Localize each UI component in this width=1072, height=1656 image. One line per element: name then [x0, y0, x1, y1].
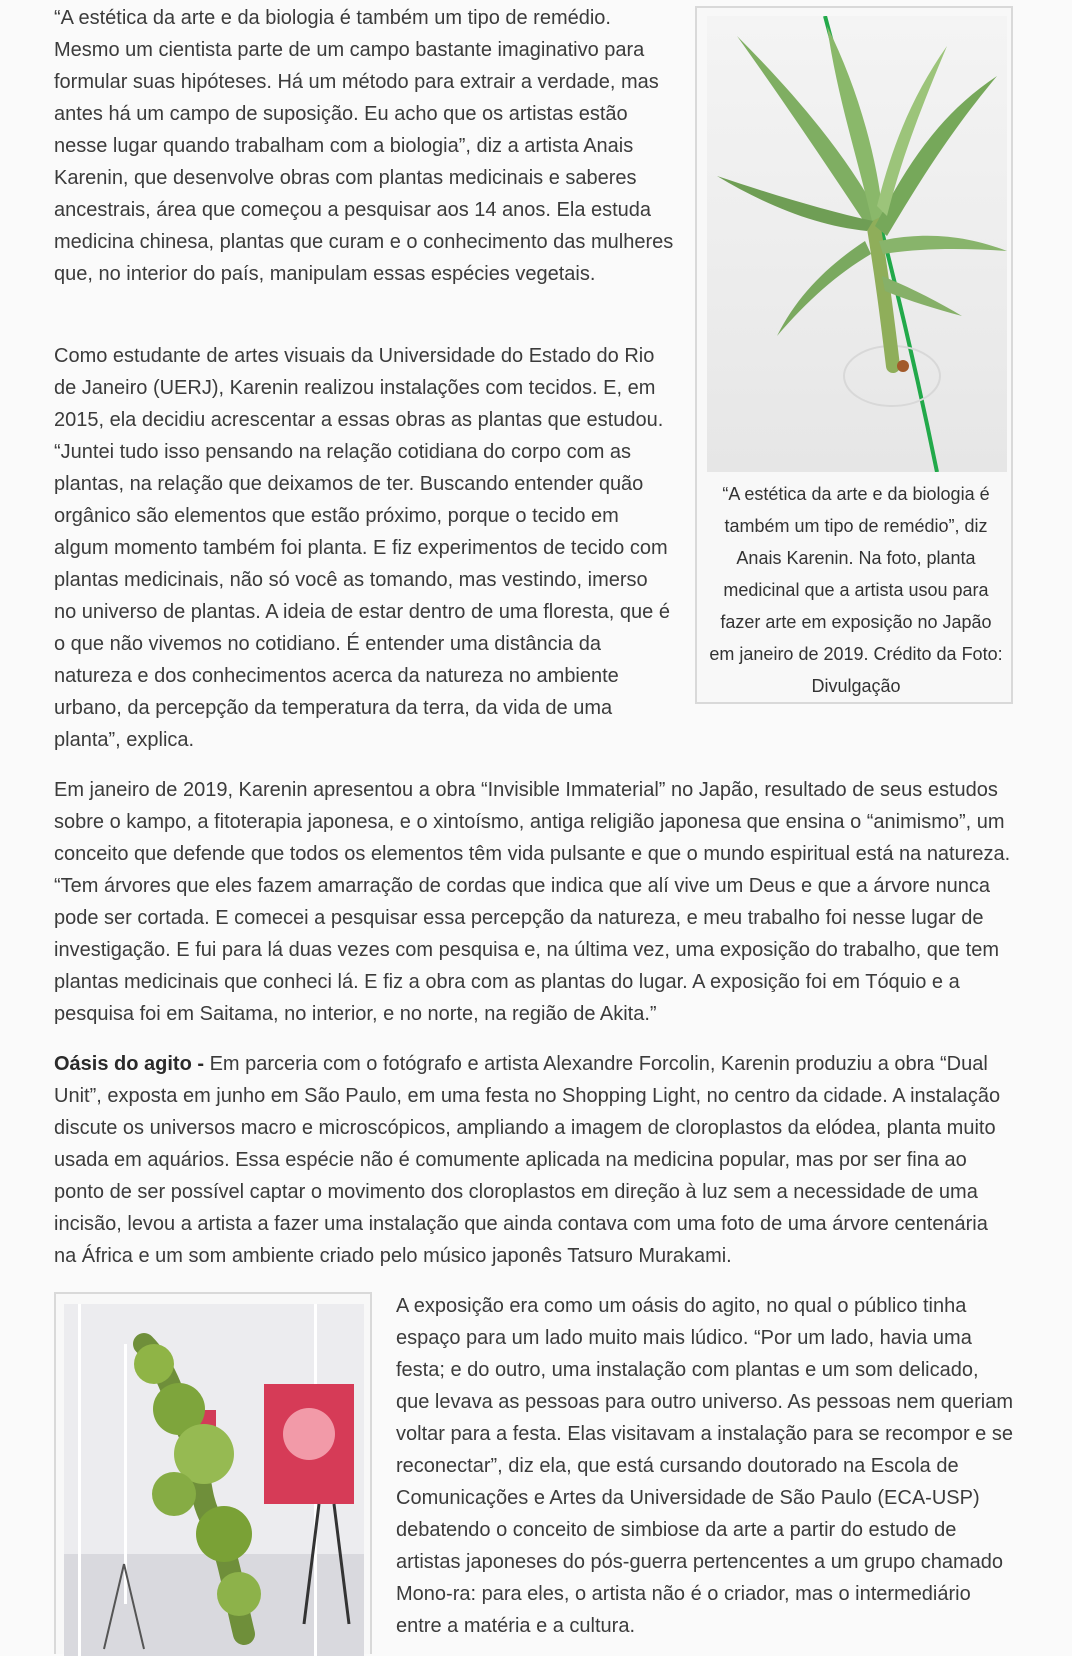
paragraph-oasis-agito — [54, 1048, 1014, 1272]
installation-photo — [64, 1304, 364, 1656]
figure-aloe-caption: “A estética da arte e da biologia é também um tipo de remédio”, diz Anais Karenin. Na foto, planta medicinal que a artista usou para fazer arte em exposição no Japão em janeiro de 2019. Crédito da Foto: Divulgação — [709, 484, 1003, 696]
paragraph-uerj-studies: Como estudante de artes visuais da Universidade do Estado do Rio de Janeiro (UERJ), Karenin realizou instalações com tecidos. E, em 2015, ela decidiu acrescentar a essas obras as plantas que estudou. “Juntei tudo isso pensando na relação cotidiana do corpo com as plantas, na relação que deixamos de ter. Buscando entender quão orgânico são elementos que estão próximo, porque o tecido em algum momento também foi planta. E fiz experimentos de tecido com plantas medicinais, não só você as tomando, mas vestindo, imerso no universo de plantas. A ideia de estar dentro de uma floresta, que é o que não vivemos no cotidiano. É entender uma distância da natureza e dos conhecimentos acerca da natureza no ambiente urbano, da percepção da temperatura da terra, da vida de uma planta”, explica. — [54, 345, 670, 751]
paragraph-oasis-body: Em parceria com o fotógrafo e artista Alexandre Forcolin, Karenin produziu a obra “Dual Unit”, exposta em junho em São Paulo, em uma festa no Shopping Light, no centro da cidade. A instalação discute os universos macro e microscópicos, ampliando a imagem de cloroplastos da elódea, planta muito usada em aquários. Essa espécie não é comumente aplicada na medicina popular, mas por ser fina ao ponto de ser possível captar o movimento dos cloroplastos em direção à luz sem a necessidade de uma incisão, levou a artista a fazer uma instalação que ainda contava com uma foto de uma árvore centenária na África e um som ambiente criado pelo músico japonês Tatsuro Murakami. — [54, 1053, 1001, 1267]
figure-aloe-plant — [695, 6, 1013, 704]
figure-installation — [54, 1292, 372, 1654]
paragraph-exhibition-oasis: A exposição era como um oásis do agito, no qual o público tinha espaço para um lado muito mais lúdico. “Por um lado, havia uma festa; e do outro, uma instalação com plantas e um som delicado, que levava as pessoas para outro universo. As pessoas nem queriam voltar para a festa. Elas visitavam a instalação para se recompor e se reconectar”, diz ela, que está cursando doutorado na Escola de Comunicações e Artes da Universidade de São Paulo (ECA-USP) debatendo o conceito de simbiose da arte a partir do estudo de artistas japoneses do pós-guerra pertencentes a um grupo chamado Mono-ra: para eles, o artista não é o criador, mas o intermediário entre a matéria e a cultura. — [396, 1295, 1014, 1637]
paragraph-intro-quote: “A estética da arte e da biologia é também um tipo de remédio. Mesmo um cientista parte de um campo bastante imaginativo para formular suas hipóteses. Há um método para extrair a verdade, mas antes há um campo de suposição. Eu acho que os artistas estão nesse lugar quando trabalham com a biologia”, diz a artista Anais Karenin, que desenvolve obras com plantas medicinais e saberes ancestrais, área que começou a pesquisar aos 14 anos. Ela estuda medicina chinesa, plantas que curam e o conhecimento das mulheres que, no interior do país, manipulam essas espécies vegetais. — [54, 7, 674, 285]
section-lead-oasis: Oásis do agito - — [54, 1053, 205, 1075]
aloe-plant-photo — [707, 16, 1007, 472]
paragraph-japan-exhibition: Em janeiro de 2019, Karenin apresentou a obra “Invisible Immaterial” no Japão, resultado de seus estudos sobre o kampo, a fitoterapia japonesa, e o xintoísmo, antiga religião japonesa que ensina o “animismo”, um conceito que defende que todos os elementos têm vida pulsante e que o mundo espiritual está na natureza. “Tem árvores que eles fazem amarração de cordas que indica que alí vive um Deus e que a árvore nunca pode ser cortada. E comecei a pesquisar essa percepção da natureza, e meu trabalho foi nesse lugar de investigação. E fui para lá duas vezes com pesquisa e, na última vez, uma exposição do trabalho, que tem plantas medicinais que conheci lá. E fiz a obra com as plantas do lugar. A exposição foi em Tóquio e a pesquisa foi em Saitama, no interior, e no norte, na região de Akita.” — [54, 779, 1011, 1025]
